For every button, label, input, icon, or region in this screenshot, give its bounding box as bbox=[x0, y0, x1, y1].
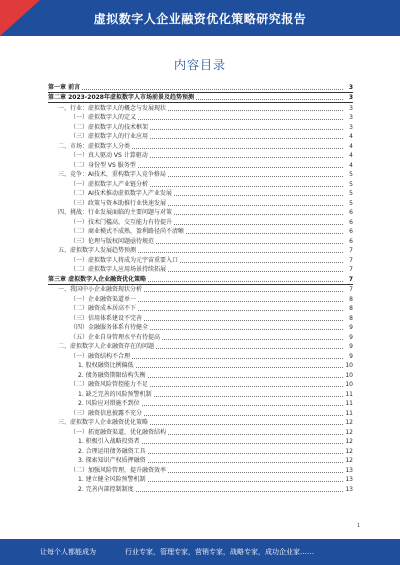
toc-leader-dots bbox=[148, 377, 343, 378]
toc-leader-dots bbox=[156, 348, 343, 349]
toc-entry-label: 1. 缺乏完善的风险预警机制 bbox=[78, 390, 152, 398]
toc-entry-page: 11 bbox=[345, 390, 353, 398]
toc-entry[interactable] bbox=[48, 255, 353, 265]
toc-entry-label: 2. 完善内部控制制度 bbox=[78, 485, 134, 493]
toc-leader-dots bbox=[148, 481, 343, 482]
toc-entry-page: 8 bbox=[349, 305, 353, 312]
toc-leader-dots bbox=[150, 129, 343, 130]
toc-entry-page: 6 bbox=[349, 237, 353, 245]
footer-banner bbox=[0, 539, 400, 565]
toc-entry-label: （三）政策与资本助推行业快速发展 bbox=[70, 199, 167, 207]
toc-entry[interactable] bbox=[48, 236, 353, 246]
toc-entry-page: 11 bbox=[345, 409, 353, 417]
toc-entry[interactable] bbox=[48, 475, 353, 485]
toc-entry-label: （一）虚拟数字人将成为元宇宙重要入口 bbox=[70, 256, 179, 264]
toc-entry-label: 2. 债务融资期限结构失衡 bbox=[78, 371, 146, 379]
toc-entry-label: 一、行业：虚拟数字人的概念与发展现状 bbox=[58, 104, 167, 112]
toc-leader-dots bbox=[138, 310, 343, 311]
toc-leader-dots bbox=[150, 186, 343, 187]
toc-entry-page: 3 bbox=[349, 104, 353, 112]
toc-entry[interactable] bbox=[48, 351, 353, 361]
footer-tagline: 行业专家，管理专家，营销专家，战略专家，成功企业家…… bbox=[125, 548, 314, 556]
toc-entry-label: 二、虚拟数字人企业融资存在的问题 bbox=[58, 343, 155, 350]
toc-entry-page: 7 bbox=[349, 286, 353, 293]
report-title: 虚拟数字人企业融资优化策略研究报告 bbox=[93, 12, 307, 26]
toc-entry-label: （二）虚拟数字人的技术框架 bbox=[70, 123, 149, 131]
toc-entry-label: （五）企业自身管理水平有待提高 bbox=[70, 333, 161, 341]
toc-leader-dots bbox=[150, 424, 343, 425]
toc-entry[interactable] bbox=[48, 179, 353, 189]
toc-entry-page: 3 bbox=[348, 83, 353, 91]
toc-entry[interactable] bbox=[48, 189, 353, 199]
toc-entry-label: （三）信用体系建设不完善 bbox=[70, 314, 143, 322]
toc-entry[interactable] bbox=[48, 285, 353, 295]
toc-leader-dots bbox=[148, 462, 343, 463]
toc-entry-page: 10 bbox=[345, 362, 353, 369]
toc-entry-page: 13 bbox=[345, 466, 353, 474]
toc-leader-dots bbox=[138, 167, 343, 168]
toc-entry-page: 4 bbox=[349, 133, 353, 140]
toc-entry-page: 12 bbox=[345, 419, 353, 426]
toc-entry[interactable] bbox=[48, 265, 353, 275]
toc-leader-dots bbox=[138, 252, 343, 253]
toc-leader-dots bbox=[142, 443, 343, 444]
toc-leader-dots bbox=[168, 434, 343, 435]
toc-entry[interactable] bbox=[48, 427, 353, 437]
toc-leader-dots bbox=[132, 358, 343, 359]
toc-entry[interactable] bbox=[48, 465, 353, 475]
toc-entry[interactable] bbox=[48, 484, 353, 494]
toc-entry-label: （二）加强风险管理，提升融资效率 bbox=[70, 466, 167, 474]
toc-entry-page: 7 bbox=[348, 275, 353, 283]
toc-entry[interactable] bbox=[48, 132, 353, 142]
toc-entry-label: 一、我国中小企业融资现状分析 bbox=[58, 286, 143, 293]
toc-entry[interactable] bbox=[48, 399, 353, 409]
toc-entry-label: （二）AI技术推动虚拟数字人产业发展 bbox=[70, 190, 172, 197]
toc-entry[interactable] bbox=[48, 93, 353, 104]
toc-entry[interactable] bbox=[48, 332, 353, 342]
toc-leader-dots bbox=[82, 89, 343, 90]
toc-entry[interactable] bbox=[48, 456, 353, 466]
toc-entry[interactable] bbox=[48, 418, 353, 428]
toc-entry-label: （一）技术门槛高，交互能力有待提升 bbox=[70, 218, 173, 226]
toc-entry-page: 12 bbox=[345, 447, 353, 455]
toc-entry-page: 4 bbox=[349, 161, 353, 169]
toc-entry-page: 9 bbox=[349, 324, 353, 331]
toc-entry[interactable] bbox=[48, 313, 353, 323]
toc-entry-page: 10 bbox=[345, 371, 353, 379]
toc-entry-label: （二）融资风险管控能力不足 bbox=[70, 381, 149, 388]
toc-leader-dots bbox=[196, 99, 343, 100]
toc-entry-label: （四）金融服务体系有待健全 bbox=[70, 324, 149, 331]
toc-leader-dots bbox=[144, 415, 343, 416]
toc-leader-dots bbox=[168, 176, 343, 177]
toc-leader-dots bbox=[186, 233, 343, 234]
toc-leader-dots bbox=[162, 339, 343, 340]
page-number: 1 bbox=[356, 523, 360, 529]
toc-entry-page: 3 bbox=[349, 123, 353, 131]
toc-entry-page: 3 bbox=[349, 114, 353, 121]
toc-entry-page: 9 bbox=[349, 343, 353, 350]
toc-entry[interactable] bbox=[48, 113, 353, 123]
toc-leader-dots bbox=[150, 157, 343, 158]
toc-entry[interactable] bbox=[48, 294, 353, 304]
toc-leader-dots bbox=[174, 214, 343, 215]
toc-entry[interactable] bbox=[48, 323, 353, 333]
toc-entry-page: 4 bbox=[349, 142, 353, 150]
toc-entry-label: （一）企业融资渠道单一 bbox=[70, 295, 137, 303]
toc-entry-label: 四、挑战：行业发展面临的主要问题与对策 bbox=[58, 209, 173, 216]
toc-entry[interactable] bbox=[48, 151, 353, 161]
page-title: 内容目录 bbox=[173, 58, 226, 72]
toc-entry[interactable] bbox=[48, 370, 353, 380]
toc-entry[interactable] bbox=[48, 217, 353, 227]
toc-leader-dots bbox=[148, 281, 343, 282]
toc-entry-label: 三、虚拟数字人企业融资优化策略 bbox=[58, 419, 149, 426]
toc-leader-dots bbox=[168, 205, 343, 206]
toc-entry-label: 1. 股权融资比例偏低 bbox=[78, 362, 134, 369]
toc-entry[interactable] bbox=[48, 122, 353, 132]
toc-entry-page: 12 bbox=[345, 438, 353, 445]
toc-entry-label: 3. 探索知识产权质押融资 bbox=[78, 457, 146, 464]
toc-entry-page: 7 bbox=[349, 247, 353, 254]
toc-entry-page: 8 bbox=[349, 314, 353, 322]
toc-entry-label: （一）虚拟数字人的定义 bbox=[70, 114, 137, 121]
footer-slogan: 让每个人都能成为 bbox=[40, 548, 96, 556]
toc-entry-label: （一）真人驱动 VS 计算驱动 bbox=[70, 152, 148, 159]
toc-entry-label: （一）虚拟数字人产业链分析 bbox=[70, 180, 149, 188]
toc-entry-label: （二）虚拟数字人应用场景持续拓展 bbox=[70, 266, 167, 273]
toc-leader-dots bbox=[154, 396, 343, 397]
toc-entry-page: 6 bbox=[349, 209, 353, 216]
toc-leader-dots bbox=[168, 271, 343, 272]
toc-entry-page: 6 bbox=[349, 218, 353, 226]
toc-entry[interactable] bbox=[48, 246, 353, 256]
toc-leader-dots bbox=[144, 291, 343, 292]
toc-entry-page: 3 bbox=[348, 94, 353, 101]
toc-entry-page: 11 bbox=[345, 400, 353, 407]
toc-leader-dots bbox=[148, 453, 343, 454]
toc-entry-label: 2. 合理运用债务融资工具 bbox=[78, 447, 146, 455]
toc-entry[interactable] bbox=[48, 408, 353, 418]
toc-leader-dots bbox=[144, 320, 343, 321]
toc-entry-page: 5 bbox=[349, 171, 353, 178]
toc-entry-page: 4 bbox=[349, 152, 353, 159]
toc-leader-dots bbox=[150, 386, 343, 387]
toc-entry[interactable] bbox=[48, 389, 353, 399]
toc-entry-page: 9 bbox=[349, 352, 353, 360]
toc-entry[interactable] bbox=[48, 437, 353, 447]
toc-entry-label: （一）融资结构不合理 bbox=[70, 352, 131, 360]
toc-entry[interactable] bbox=[48, 446, 353, 456]
toc-entry-page: 12 bbox=[345, 428, 353, 436]
toc-leader-dots bbox=[168, 110, 343, 111]
toc-entry-label: （二）商业模式不成熟，盈利路径尚不清晰 bbox=[70, 228, 185, 235]
toc-entry-page: 9 bbox=[349, 333, 353, 341]
toc-entry-label: 1. 积极引入战略投资者 bbox=[78, 438, 140, 445]
toc-leader-dots bbox=[168, 472, 343, 473]
toc-entry[interactable] bbox=[48, 82, 353, 93]
toc-entry-page: 5 bbox=[349, 199, 353, 207]
toc-entry[interactable] bbox=[48, 170, 353, 180]
toc-entry-label: 第三章 虚拟数字人企业融资优化策略 bbox=[48, 275, 147, 283]
toc-entry-label: 五、虚拟数字人发展趋势预测 bbox=[58, 247, 137, 254]
toc-leader-dots bbox=[138, 119, 343, 120]
header-banner bbox=[0, 0, 400, 36]
toc-leader-dots bbox=[150, 138, 343, 139]
toc-leader-dots bbox=[150, 329, 343, 330]
toc-entry-page: 8 bbox=[349, 295, 353, 303]
toc-entry-page: 5 bbox=[349, 190, 353, 197]
toc-entry[interactable] bbox=[48, 160, 353, 170]
toc-entry-label: （三）伦理与版权问题亟待规范 bbox=[70, 237, 155, 245]
toc-entry-page: 6 bbox=[349, 228, 353, 235]
toc-entry-label: （二）融资成本居高不下 bbox=[70, 305, 137, 312]
toc-entry[interactable] bbox=[48, 304, 353, 314]
toc-entry-page: 5 bbox=[349, 180, 353, 188]
toc-leader-dots bbox=[180, 262, 343, 263]
toc-entry[interactable] bbox=[48, 227, 353, 237]
toc-leader-dots bbox=[142, 405, 343, 406]
toc-entry-label: （二）身份型 VS 服务型 bbox=[70, 161, 136, 169]
toc-entry[interactable] bbox=[48, 208, 353, 218]
toc-entry[interactable] bbox=[48, 103, 353, 113]
toc-entry-page: 13 bbox=[345, 485, 353, 493]
toc-entry-label: （一）拓宽融资渠道，优化融资结构 bbox=[70, 428, 167, 436]
toc-entry[interactable] bbox=[48, 198, 353, 208]
toc-entry-page: 13 bbox=[345, 476, 353, 483]
toc-entry-label: 2. 风险应对措施不到位 bbox=[78, 400, 140, 407]
toc-leader-dots bbox=[174, 224, 343, 225]
toc-entry[interactable] bbox=[48, 342, 353, 352]
toc-entry-label: 二、市场：虚拟数字人分类 bbox=[58, 142, 131, 150]
toc-leader-dots bbox=[136, 367, 343, 368]
toc-entry[interactable] bbox=[48, 141, 353, 151]
toc-entry[interactable] bbox=[48, 380, 353, 390]
table-of-contents bbox=[48, 82, 353, 494]
toc-entry-page: 10 bbox=[345, 381, 353, 388]
toc-leader-dots bbox=[132, 148, 343, 149]
toc-leader-dots bbox=[136, 491, 343, 492]
toc-leader-dots bbox=[174, 195, 343, 196]
toc-entry-page: 7 bbox=[349, 266, 353, 273]
toc-entry-label: 第一章 前言 bbox=[48, 83, 81, 91]
toc-entry-label: 第二章 2023-2028年虚拟数字人市场前景及趋势预测 bbox=[48, 94, 194, 101]
toc-entry-label: （三）融资信息披露不充分 bbox=[70, 409, 143, 417]
toc-entry-label: 三、竞争：AI技术，重构数字人竞争格局 bbox=[58, 171, 166, 178]
toc-entry-label: 1. 建立健全风险预警机制 bbox=[78, 476, 146, 483]
toc-entry-page: 12 bbox=[345, 457, 353, 464]
toc-entry-label: （三）虚拟数字人的行业应用 bbox=[70, 133, 149, 140]
toc-entry-page: 7 bbox=[349, 256, 353, 264]
toc-entry[interactable] bbox=[48, 361, 353, 371]
toc-leader-dots bbox=[138, 301, 343, 302]
toc-entry[interactable] bbox=[48, 274, 353, 285]
toc-leader-dots bbox=[156, 243, 343, 244]
